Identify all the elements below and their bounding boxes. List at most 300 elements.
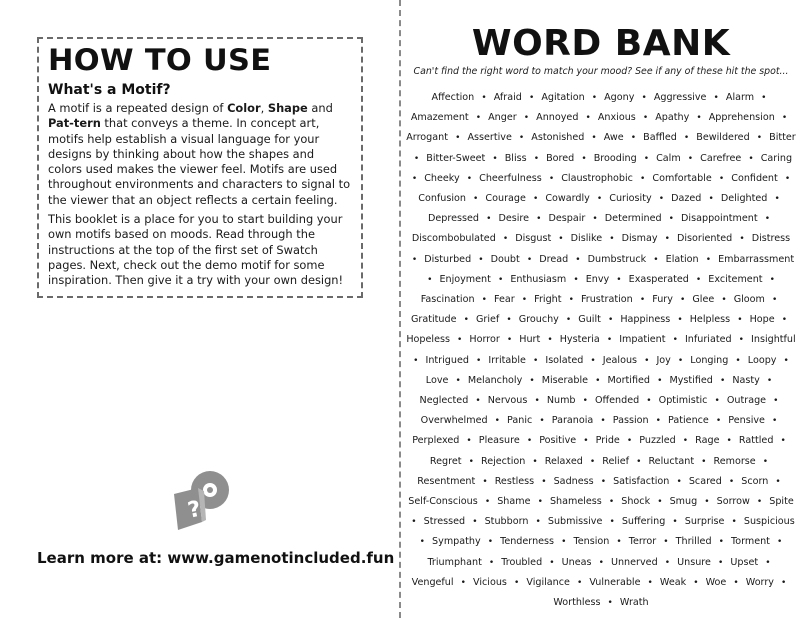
word-separator: •: [419, 537, 425, 548]
word-bank-item: Apathy: [655, 112, 690, 124]
word-bank-item: Tension: [573, 536, 610, 548]
keyword-color: Color: [227, 101, 261, 115]
word-bank-item: Aggressive: [653, 92, 707, 103]
word-separator: •: [777, 537, 783, 548]
learn-more-text: Learn more at: www.gamenotincluded.fun: [37, 549, 395, 567]
word-bank-item: Vengeful: [411, 576, 454, 588]
word-separator: •: [655, 416, 661, 427]
word-bank-item: Isolated: [545, 354, 584, 366]
word-bank-item: Dislike: [570, 233, 603, 245]
word-separator: •: [532, 355, 539, 366]
word-separator: •: [774, 194, 780, 205]
word-separator: •: [676, 476, 682, 487]
word-bank-item: Rejection: [480, 455, 526, 467]
word-separator: •: [475, 113, 482, 124]
word-bank-item: Terror: [628, 536, 657, 548]
word-bank-item: Disappointment: [681, 213, 758, 225]
word-separator: •: [668, 214, 674, 225]
word-bank-item: Sadness: [553, 475, 594, 487]
word-separator: •: [713, 93, 719, 103]
word-separator: •: [466, 173, 473, 184]
word-separator: •: [769, 274, 775, 285]
word-bank-item: Hurt: [519, 334, 541, 346]
word-bank-item: Rage: [695, 435, 720, 447]
word-bank-item: Intrigued: [425, 354, 469, 366]
word-bank-item: Bitter: [769, 132, 796, 144]
word-separator: •: [523, 113, 530, 124]
word-separator: •: [481, 295, 487, 306]
word-separator: •: [532, 194, 539, 205]
word-bank-item: Grouchy: [518, 314, 559, 326]
word-separator: •: [719, 375, 726, 386]
word-bank-item: Hope: [749, 314, 775, 326]
word-separator: •: [535, 517, 541, 528]
word-separator: •: [472, 517, 478, 528]
word-bank-item: Woe: [705, 576, 727, 588]
word-bank-item: Triumphant: [427, 556, 482, 568]
word-separator: •: [728, 476, 735, 487]
word-bank-item: Assertive: [467, 132, 512, 144]
word-bank-item: Puzzled: [639, 435, 676, 447]
word-bank-item: Enjoyment: [439, 273, 491, 285]
word-bank-item: Sympathy: [432, 536, 481, 548]
word-bank-item: Helpless: [689, 314, 731, 326]
word-bank-item: Worthless: [553, 597, 601, 609]
word-bank-item: Impatient: [619, 334, 666, 346]
word-bank-item: Overwhelmed: [420, 415, 488, 427]
word-separator: •: [608, 497, 615, 508]
word-separator: •: [677, 355, 684, 366]
word-separator: •: [568, 295, 574, 306]
word-separator: •: [488, 557, 495, 568]
word-separator: •: [575, 254, 581, 265]
word-bank-item: Stressed: [423, 516, 466, 528]
word-separator: •: [481, 93, 487, 103]
word-separator: •: [492, 153, 498, 164]
word-separator: •: [607, 315, 614, 326]
word-separator: •: [641, 93, 647, 103]
word-separator: •: [731, 517, 737, 528]
word-bank-item: Amazement: [410, 112, 469, 124]
word-bank-item: Bored: [546, 152, 575, 164]
word-bank-item: Gratitude: [410, 314, 457, 326]
word-bank-item: Irritable: [488, 354, 526, 366]
word-separator: •: [526, 436, 533, 447]
word-bank-item: Self-Conscious: [408, 496, 478, 508]
word-separator: •: [541, 476, 547, 487]
right-page: [402, 0, 800, 618]
word-bank-item: Apprehension: [708, 112, 775, 124]
keyword-pattern: Pat-tern: [48, 116, 101, 131]
word-bank-item: Cheeky: [424, 172, 460, 184]
word-separator: •: [411, 173, 418, 184]
word-bank-item: Uneas: [561, 556, 592, 568]
word-separator: •: [573, 274, 579, 285]
word-bank-item: Confident: [731, 172, 778, 184]
word-bank-item: Thrilled: [675, 536, 712, 548]
word-separator: •: [539, 416, 545, 427]
word-separator: •: [561, 537, 567, 548]
word-bank-item: Distress: [751, 233, 791, 245]
word-separator: •: [528, 93, 535, 103]
word-bank-item: Affection: [431, 92, 475, 103]
word-bank-item: Fascination: [420, 294, 475, 306]
word-bank-item: Dread: [539, 253, 569, 265]
word-bank-item: Panic: [507, 415, 533, 427]
word-separator: •: [592, 214, 598, 225]
word-separator: •: [609, 517, 615, 528]
word-bank-item: Wrath: [619, 597, 649, 609]
word-bank-item: Vulnerable: [589, 576, 641, 588]
word-separator: •: [411, 517, 417, 528]
word-separator: •: [739, 234, 745, 245]
word-bank-item: Determined: [604, 213, 662, 225]
word-separator: •: [547, 335, 553, 346]
word-bank-item: Glee: [692, 294, 715, 306]
word-separator: •: [636, 456, 642, 467]
word-separator: •: [537, 497, 543, 508]
word-separator: •: [784, 173, 791, 184]
word-bank-item: Gloom: [733, 294, 765, 306]
word-bank-item: Reluctant: [648, 455, 695, 467]
word-separator: •: [682, 436, 689, 447]
word-bank-item: Shame: [497, 496, 531, 508]
question-book-disc-icon: [168, 468, 234, 534]
word-bank-item: Bitter-Sweet: [426, 152, 486, 164]
word-bank-item: Joy: [656, 354, 671, 366]
word-bank-item: Courage: [485, 193, 526, 205]
word-bank-title: WORD BANK: [471, 23, 731, 64]
word-bank-item: Baffled: [643, 132, 677, 144]
word-separator: •: [548, 173, 555, 184]
word-separator: •: [591, 133, 597, 144]
word-bank-item: Regret: [429, 455, 462, 467]
word-bank-item: Restless: [494, 475, 535, 487]
word-bank-item: Hysteria: [559, 334, 600, 346]
word-separator: •: [466, 436, 472, 447]
word-separator: •: [663, 537, 669, 548]
word-separator: •: [521, 295, 528, 306]
page-fold-divider: [399, 0, 401, 618]
word-separator: •: [576, 577, 583, 588]
word-bank-item: Nervous: [487, 395, 528, 407]
word-bank-item: Caring: [760, 152, 793, 164]
word-separator: •: [726, 436, 732, 447]
word-bank-item: Sorrow: [716, 496, 750, 508]
word-separator: •: [708, 194, 714, 205]
word-separator: •: [772, 416, 778, 427]
word-bank-item: Offended: [594, 395, 640, 407]
word-bank-item: Confusion: [418, 193, 466, 205]
word-bank-item: Numb: [546, 395, 576, 407]
word-separator: •: [460, 577, 466, 588]
word-bank-item: Disturbed: [424, 253, 472, 265]
word-bank-item: Unnerved: [610, 556, 658, 568]
word-bank-item: Afraid: [493, 92, 522, 103]
word-separator: •: [764, 214, 770, 225]
question-mark: ?: [185, 496, 204, 524]
word-bank-item: Perplexed: [412, 435, 460, 447]
word-separator: •: [596, 194, 603, 205]
word-separator: •: [701, 456, 707, 467]
word-bank-item: Miserable: [541, 374, 589, 386]
word-separator: •: [756, 497, 763, 508]
word-bank-item: Grief: [475, 314, 500, 326]
word-separator: •: [590, 355, 596, 366]
word-bank-item: Worry: [745, 576, 774, 588]
word-bank-item: Relaxed: [544, 455, 583, 467]
word-list: [406, 88, 796, 613]
word-bank-item: Rattled: [738, 435, 774, 447]
word-separator: •: [780, 436, 786, 447]
word-separator: •: [616, 274, 622, 285]
word-separator: •: [478, 254, 484, 265]
word-separator: •: [775, 476, 781, 487]
word-separator: •: [589, 456, 596, 467]
word-bank-item: Paranoia: [551, 415, 594, 427]
word-bank-item: Unsure: [677, 556, 711, 568]
word-bank-item: Neglected: [419, 395, 469, 407]
word-bank-item: Spite: [769, 496, 794, 508]
word-separator: •: [718, 173, 725, 184]
word-bank-item: Longing: [690, 354, 729, 366]
word-separator: •: [609, 234, 615, 245]
word-separator: •: [664, 234, 670, 245]
word-separator: •: [581, 153, 587, 164]
word-bank-item: Fright: [534, 294, 562, 306]
word-bank-item: Astonished: [531, 132, 585, 144]
word-bank-item: Scorn: [741, 475, 769, 487]
word-separator: •: [585, 113, 591, 124]
word-separator: •: [630, 133, 637, 144]
word-separator: •: [679, 295, 686, 306]
word-bank-item: Comfortable: [652, 172, 712, 184]
word-separator: •: [773, 396, 779, 407]
word-separator: •: [518, 133, 525, 144]
word-separator: •: [502, 234, 509, 245]
word-bank-item: Outrage: [726, 395, 767, 407]
word-separator: •: [653, 254, 659, 265]
motif-heading: What's a Motif?: [48, 82, 171, 98]
word-bank-item: Remorse: [713, 455, 756, 467]
word-separator: •: [738, 335, 744, 346]
word-bank-item: Melancholy: [467, 374, 523, 386]
word-separator: •: [696, 113, 702, 124]
word-separator: •: [529, 375, 535, 386]
word-bank-item: Embarrassment: [718, 253, 795, 265]
word-separator: •: [642, 113, 649, 124]
word-bank-item: Shameless: [549, 496, 602, 508]
word-separator: •: [664, 557, 671, 568]
word-bank-item: Delighted: [720, 193, 768, 205]
word-separator: •: [476, 355, 482, 366]
word-separator: •: [677, 315, 683, 326]
word-bank-item: Vigilance: [526, 576, 570, 588]
word-bank-item: Passion: [612, 415, 649, 427]
keyword-shape: Shape: [267, 101, 308, 115]
word-separator: •: [457, 335, 463, 346]
word-bank-item: Shock: [621, 496, 651, 508]
word-separator: •: [532, 456, 538, 467]
word-separator: •: [781, 577, 787, 588]
word-separator: •: [643, 153, 650, 164]
word-bank-item: Nasty: [732, 374, 760, 386]
word-bank-item: Happiness: [620, 314, 671, 326]
word-separator: •: [473, 194, 479, 205]
word-separator: •: [704, 497, 710, 508]
word-separator: •: [783, 355, 789, 366]
word-bank-item: Alarm: [725, 92, 755, 103]
word-separator: •: [646, 396, 652, 407]
word-separator: •: [761, 93, 767, 103]
word-bank-item: Guilt: [578, 314, 601, 326]
word-bank-item: Suspicious: [743, 516, 795, 528]
word-separator: •: [781, 315, 788, 326]
word-bank-item: Doubt: [490, 253, 520, 265]
word-bank-item: Smug: [669, 496, 698, 508]
word-bank-item: Cowardly: [545, 193, 590, 205]
word-bank-item: Torment: [730, 536, 770, 548]
word-bank-item: Vicious: [473, 576, 507, 588]
motif-description: A motif is a repeated design of Color, Shape and Pat-tern that conveys a theme. In concept art, motifs help establish a visual language for your designs by thinking about how the shapes and colors used makes the viewer feel. Motifs are used throughout environments and characters to signal to the viewer that an object reflects a certain feeling.: [48, 101, 351, 207]
word-separator: •: [475, 396, 481, 407]
word-separator: •: [756, 133, 763, 144]
word-bank-item: Scared: [688, 475, 722, 487]
word-bank-item: Arrogant: [406, 132, 448, 144]
word-bank-item: Awe: [603, 132, 624, 144]
word-bank-item: Brooding: [593, 152, 637, 164]
word-bank-item: Jealous: [602, 354, 638, 366]
word-separator: •: [737, 315, 743, 326]
word-bank-item: Enthusiasm: [510, 273, 567, 285]
word-separator: •: [413, 153, 420, 164]
word-separator: •: [762, 456, 769, 467]
word-separator: •: [715, 416, 722, 427]
word-separator: •: [506, 335, 513, 346]
word-separator: •: [583, 436, 589, 447]
word-bank-item: Positive: [539, 435, 577, 447]
word-bank-item: Loopy: [747, 354, 777, 366]
word-bank-item: Agony: [604, 92, 635, 103]
word-bank-item: Dumbstruck: [587, 253, 647, 265]
word-separator: •: [640, 173, 646, 184]
word-separator: •: [487, 537, 494, 548]
word-bank-item: Disgust: [515, 233, 552, 245]
word-separator: •: [582, 396, 588, 407]
word-separator: •: [647, 577, 653, 588]
word-separator: •: [718, 537, 724, 548]
word-separator: •: [765, 557, 771, 568]
word-separator: •: [721, 295, 727, 306]
word-separator: •: [733, 577, 739, 588]
word-bank-item: Bewildered: [696, 132, 750, 144]
word-bank-item: Weak: [659, 576, 687, 588]
word-bank-item: Claustrophobic: [561, 172, 633, 184]
word-separator: •: [658, 194, 665, 205]
word-bank-item: Exasperated: [628, 273, 689, 285]
word-bank-item: Annoyed: [536, 112, 579, 124]
word-bank-item: Calm: [656, 152, 681, 164]
word-separator: •: [455, 375, 461, 386]
word-bank-item: Depressed: [427, 213, 479, 225]
word-bank-item: Envy: [585, 273, 610, 285]
word-separator: •: [766, 375, 773, 386]
word-bank-item: Stubborn: [484, 516, 529, 528]
word-bank-item: Pensive: [728, 415, 765, 427]
word-bank-item: Pleasure: [478, 435, 520, 447]
word-bank-item: Anger: [488, 112, 517, 124]
how-to-use-box: [37, 37, 363, 298]
word-separator: •: [657, 497, 663, 508]
word-bank-item: Hopeless: [406, 334, 450, 346]
word-separator: •: [672, 335, 678, 346]
word-separator: •: [626, 436, 633, 447]
word-bank-item: Discombobulated: [411, 233, 496, 245]
word-separator: •: [781, 113, 788, 124]
word-separator: •: [549, 557, 555, 568]
word-bank-item: Excitement: [708, 273, 763, 285]
word-separator: •: [639, 295, 646, 306]
word-bank-item: Despair: [548, 213, 586, 225]
word-separator: •: [693, 577, 699, 588]
word-bank-item: Dazed: [671, 193, 702, 205]
word-separator: •: [427, 274, 433, 285]
word-separator: •: [717, 557, 724, 568]
word-bank-item: Bliss: [504, 152, 527, 164]
word-bank-item: Fury: [652, 294, 673, 306]
word-bank-item: Infuriated: [684, 334, 732, 346]
word-bank-item: Upset: [730, 556, 759, 568]
how-to-use-title: HOW TO USE: [48, 43, 272, 77]
word-bank-item: Patience: [668, 415, 709, 427]
word-bank-item: Love: [425, 374, 449, 386]
word-separator: •: [591, 93, 598, 103]
word-separator: •: [497, 274, 504, 285]
word-bank-item: Anxious: [597, 112, 636, 124]
word-separator: •: [463, 315, 469, 326]
word-bank-item: Suffering: [621, 516, 666, 528]
word-separator: •: [657, 375, 663, 386]
word-bank-item: Troubled: [501, 556, 543, 568]
word-bank-item: Insightful: [751, 334, 796, 346]
word-separator: •: [482, 476, 488, 487]
word-bank-subtitle: Can't find the right word to match your mood? See if any of these hit the spot...: [413, 66, 789, 77]
word-separator: •: [494, 416, 500, 427]
word-separator: •: [534, 396, 540, 407]
word-bank-item: Desire: [498, 213, 530, 225]
word-separator: •: [672, 517, 678, 528]
word-separator: •: [714, 396, 720, 407]
word-separator: •: [683, 133, 690, 144]
word-bank-item: Satisfaction: [613, 475, 670, 487]
word-bank-item: Resentment: [417, 475, 476, 487]
booklet-description: This booklet is a place for you to start building your own motifs based on moods. Read through the instructions at the top of the first set of Swatch pages. Next, check out the demo motif for some inspiration. Then give it a try with your own design!: [48, 212, 344, 288]
word-bank-item: Horror: [469, 334, 500, 346]
word-bank-item: Pride: [595, 435, 620, 447]
word-separator: •: [748, 153, 754, 164]
word-separator: •: [595, 375, 601, 386]
word-separator: •: [455, 133, 461, 144]
word-bank-item: Mortified: [607, 374, 651, 386]
word-separator: •: [771, 295, 778, 306]
word-bank-item: Carefree: [700, 152, 742, 164]
word-bank-item: Disoriented: [677, 233, 733, 245]
word-separator: •: [506, 315, 512, 326]
word-bank-item: Mystified: [669, 374, 713, 386]
word-bank-item: Frustration: [580, 294, 633, 306]
word-bank-item: Curiosity: [609, 193, 652, 205]
word-bank-item: Agitation: [541, 92, 585, 103]
